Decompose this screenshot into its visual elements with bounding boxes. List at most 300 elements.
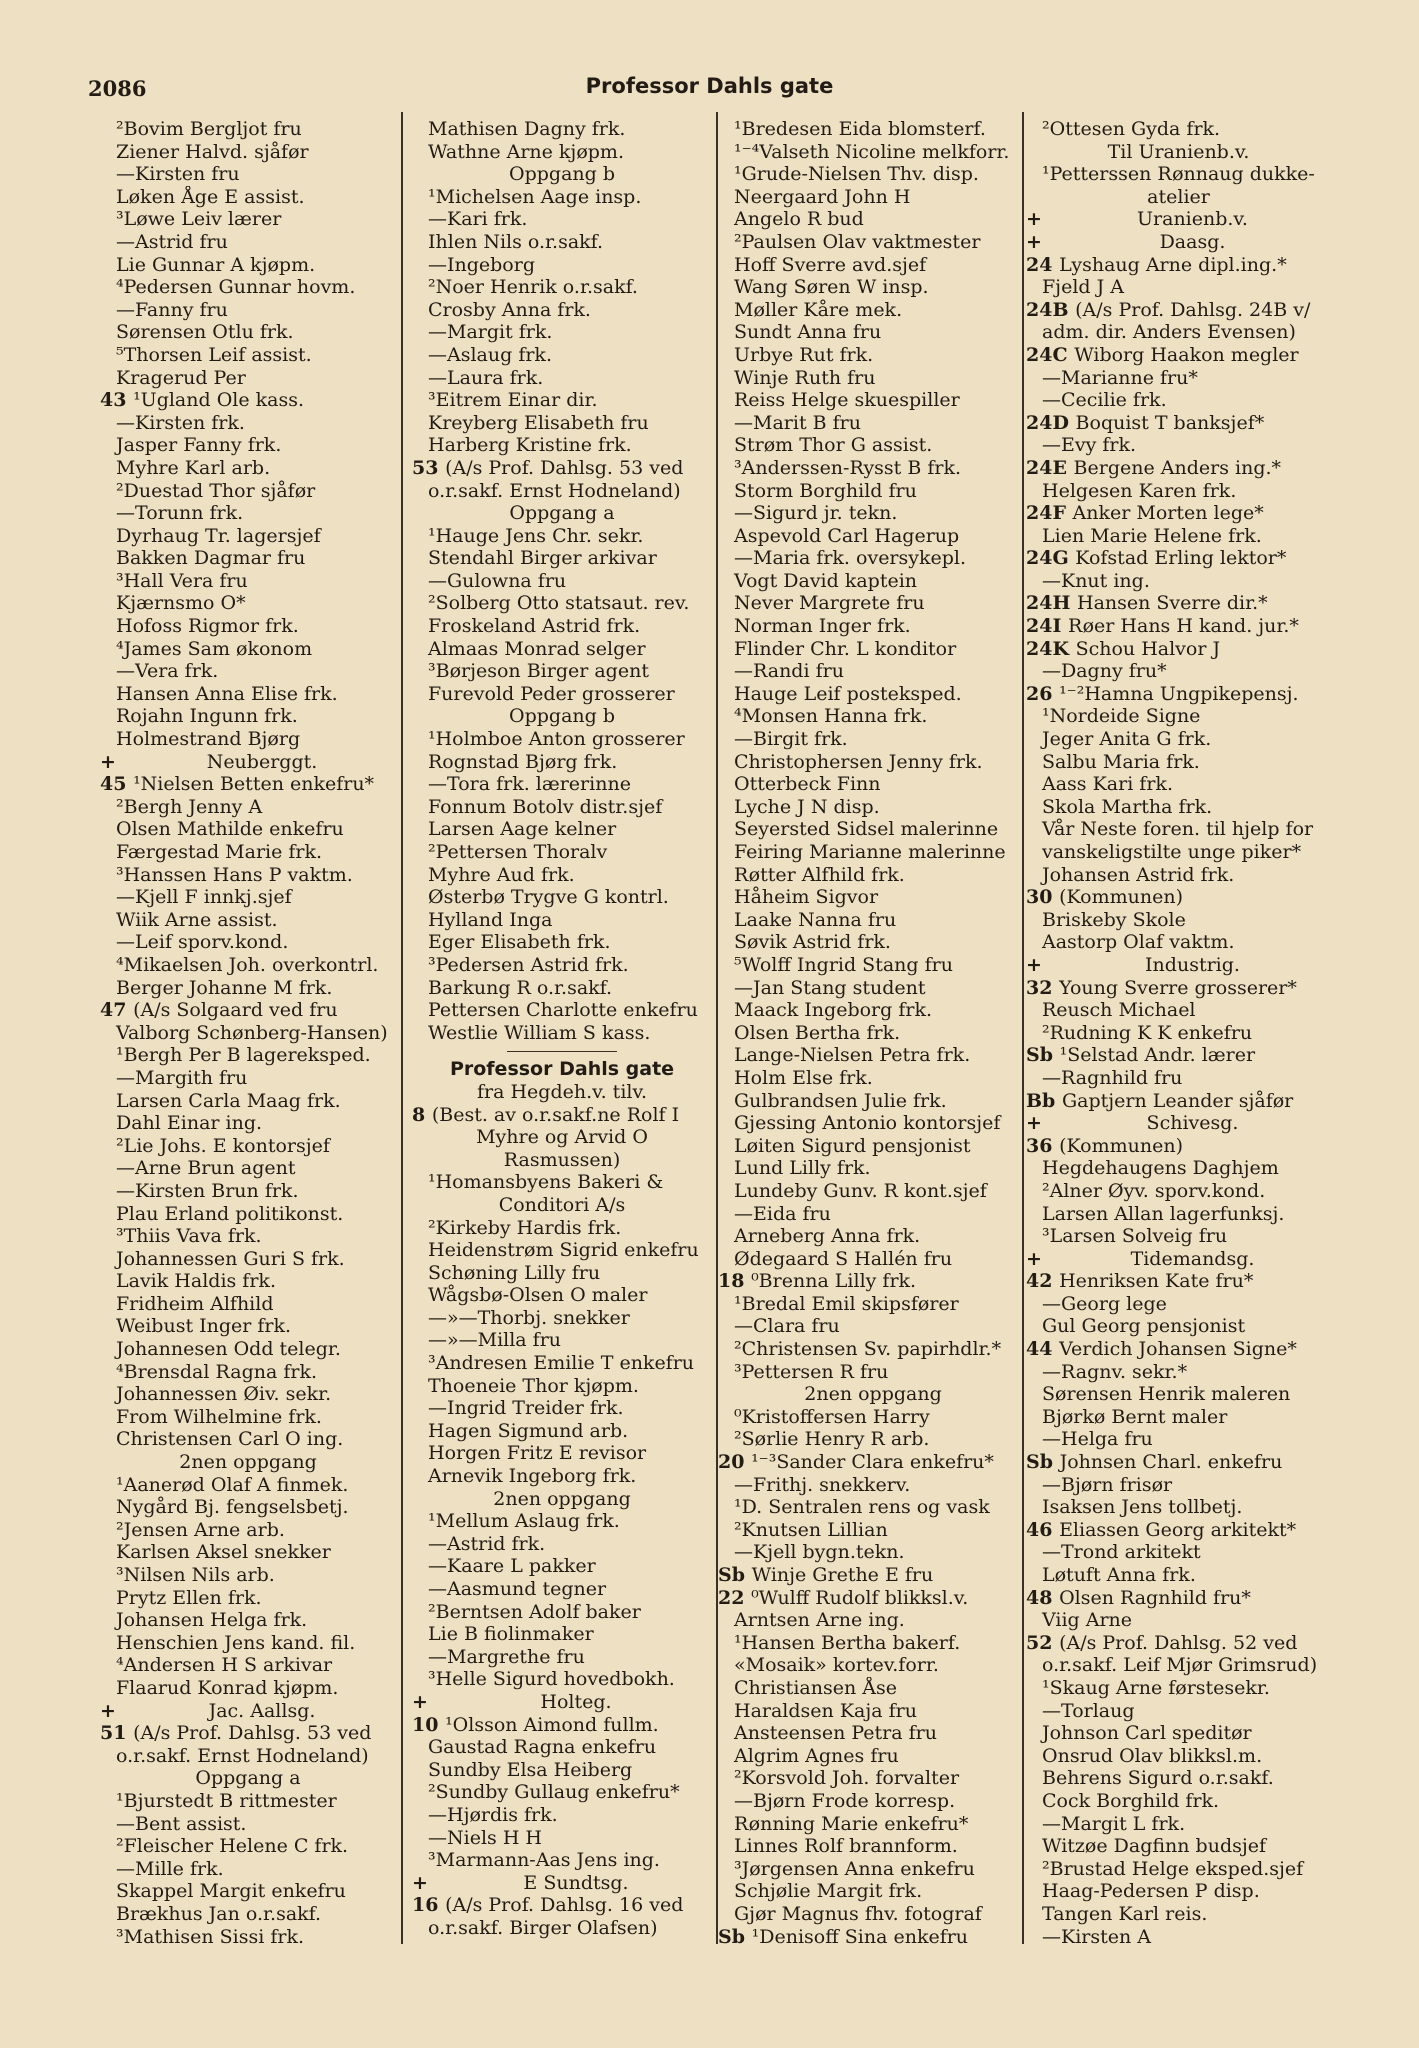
entry-text: (A/s Prof. Dahlsg. 53 ved	[445, 456, 684, 479]
entry-text: ¹Michelsen Aage insp.	[428, 185, 642, 208]
entry-text: —Cecilie frk.	[1042, 389, 1167, 412]
resident-entry	[100, 1880, 396, 1903]
resident-entry	[718, 773, 1028, 796]
resident-entry	[100, 909, 396, 932]
entry-text: Løtuft Anna frk.	[1042, 1564, 1196, 1586]
resident-entry	[100, 638, 396, 661]
entry-text: Bakken Dagmar fru	[116, 547, 306, 570]
address-entry	[1026, 1519, 1331, 1542]
entry-text: Hansen Anna Elise frk.	[116, 682, 338, 705]
house-number: 24	[1026, 253, 1060, 276]
house-number: 48	[1026, 1586, 1060, 1609]
entry-text: Maack Ingeborg frk.	[734, 999, 933, 1022]
resident-entry	[412, 547, 712, 570]
entry-text: Mathisen Dagny frk.	[428, 118, 626, 140]
entry-text: Berger Johanne M frk.	[116, 976, 333, 999]
page-heading: Professor Dahls gate	[585, 74, 834, 98]
resident-entry	[100, 683, 396, 706]
resident-entry	[718, 457, 1028, 480]
entry-text: ²Kirkeby Hardis frk.	[428, 1216, 622, 1239]
entry-text: —Niels H H	[428, 1826, 542, 1849]
resident-entry	[100, 321, 396, 344]
entry-text: Til Uranienb.v.	[1107, 140, 1250, 163]
entry-text: Eliassen Georg arkitekt*	[1059, 1518, 1297, 1541]
entry-text: Lyshaug Arne dipl.ing.*	[1059, 253, 1287, 276]
entry-text: Otterbeck Finn	[734, 773, 881, 796]
entry-text: Johannesen Odd telegr.	[116, 1338, 341, 1361]
entry-text: ²Sørlie Henry R arb.	[734, 1428, 930, 1451]
address-entry	[1026, 299, 1331, 322]
resident-entry	[1026, 1157, 1331, 1180]
entry-text: ³Mathisen Sissi frk.	[116, 1925, 304, 1948]
resident-entry	[100, 796, 396, 819]
resident-entry	[100, 141, 396, 164]
entry-text: ³Eitrem Einar dir.	[428, 389, 598, 412]
address-entry	[1026, 412, 1331, 435]
address-entry	[100, 773, 396, 796]
resident-entry	[718, 1203, 1028, 1226]
entry-text: Laake Nanna fru	[734, 908, 897, 931]
entry-text: ¹Selstad Andr. lærer	[1059, 1044, 1256, 1067]
entry-text: Jeger Anita G frk.	[1042, 728, 1212, 751]
entry-text: Wiborg Haakon megler	[1074, 343, 1299, 366]
entry-text: Røer Hans H kand. jur.*	[1067, 615, 1299, 638]
entry-text: Christophersen Jenny frk.	[734, 750, 983, 773]
entry-text: ⁵Thorsen Leif assist.	[116, 343, 312, 366]
cross-street	[1026, 954, 1331, 977]
resident-entry	[718, 1293, 1028, 1316]
entry-text: Algrim Agnes fru	[734, 1744, 899, 1767]
cross-street-name: Neuberggt.	[206, 750, 318, 773]
house-number: 30	[1026, 886, 1060, 909]
entry-text: Arnevik Ingeborg frk.	[428, 1465, 637, 1488]
entry-text: From Wilhelmine frk.	[116, 1405, 322, 1428]
resident-entry	[1026, 1180, 1331, 1203]
resident-entry	[412, 1307, 712, 1330]
entry-text: —Marit B fru	[734, 411, 861, 434]
resident-entry	[412, 1623, 712, 1646]
resident-entry	[718, 1338, 1028, 1361]
entry-text: Røtter Alfhild frk.	[734, 863, 905, 886]
entry-text: Sørensen Otlu frk.	[116, 321, 294, 344]
entry-text: Vår Neste foren. til hjelp for	[1042, 818, 1314, 841]
entry-text: ¹⁻⁴Valseth Nicoline melkforr.	[734, 140, 1010, 163]
entry-text: Olsen Ragnhild fru*	[1059, 1586, 1251, 1609]
resident-entry	[1026, 118, 1331, 141]
resident-entry	[718, 299, 1028, 322]
resident-entry	[412, 1171, 712, 1194]
resident-entry	[718, 254, 1028, 277]
cross-street-marker: +	[412, 1871, 428, 1894]
entry-text: Thoeneie Thor kjøpm.	[428, 1374, 639, 1397]
resident-entry	[1026, 1067, 1331, 1090]
entry-text: (A/s Prof. Dahlsg. 53 ved	[133, 1722, 372, 1745]
house-number: 32	[1026, 976, 1060, 999]
resident-entry	[718, 977, 1028, 1000]
resident-entry	[718, 1519, 1028, 1542]
entry-text: 2nen oppgang	[804, 1383, 942, 1406]
address-entry	[1026, 344, 1331, 367]
resident-entry	[718, 1406, 1028, 1429]
entry-text: —Bjørn Frode korresp.	[734, 1789, 956, 1812]
resident-entry	[412, 186, 712, 209]
address-entry	[1026, 457, 1331, 480]
resident-entry	[718, 208, 1028, 231]
entry-text: Kofstad Erling lektor*	[1075, 547, 1287, 570]
resident-entry	[1026, 1700, 1331, 1723]
entry-text: ¹Denisoff Sina enkefru	[751, 1925, 969, 1948]
resident-entry	[1026, 660, 1331, 683]
address-entry	[1026, 1338, 1331, 1361]
house-number: 24G	[1026, 547, 1076, 570]
entry-text: —Margit frk.	[428, 321, 553, 344]
resident-entry	[718, 570, 1028, 593]
entry-text: Angelo R bud	[734, 208, 864, 231]
entry-text: Froskeland Astrid frk.	[428, 615, 641, 638]
resident-entry	[412, 841, 712, 864]
entry-text: Aass Kari frk.	[1042, 773, 1173, 796]
resident-entry	[412, 1668, 712, 1691]
entry-text: ¹Grude-Nielsen Thv. disp.	[734, 163, 979, 186]
resident-entry	[412, 1759, 712, 1782]
entry-text: ³Helle Sigurd hovedbokh.	[428, 1668, 675, 1691]
entry-text: ²Sundby Gullaug enkefru*	[428, 1781, 680, 1804]
entry-text: Oppgang b	[509, 163, 615, 186]
resident-entry	[412, 1352, 712, 1375]
entry-text: (Kommunen)	[1059, 886, 1183, 909]
entry-text: «Mosaik» kortev.forr.	[734, 1654, 939, 1677]
entry-text: ¹Bjurstedt B rittmester	[116, 1789, 337, 1812]
entry-subheading	[412, 1149, 712, 1172]
entry-text: Håheim Sigvor	[734, 886, 879, 909]
resident-entry	[718, 954, 1028, 977]
entry-text: —Vera frk.	[116, 660, 219, 683]
entry-text: adm. dir. Anders Evensen)	[1042, 321, 1296, 344]
resident-entry	[718, 660, 1028, 683]
resident-entry	[412, 321, 712, 344]
resident-entry	[1026, 1203, 1331, 1226]
resident-entry	[412, 1849, 712, 1872]
entry-text: Furevold Peder grosserer	[428, 682, 675, 705]
address-entry	[100, 1722, 396, 1745]
cross-street-name: Tidemandsg.	[1130, 1247, 1255, 1270]
entry-text: Holmestrand Bjørg	[116, 728, 301, 751]
resident-entry	[100, 118, 396, 141]
resident-entry	[1026, 931, 1331, 954]
entry-text: Larsen Aage kelner	[428, 818, 617, 841]
entry-text: Flinder Chr. L konditor	[734, 637, 957, 660]
resident-entry	[718, 1790, 1028, 1813]
entry-text: ¹Homansbyens Bakeri &	[428, 1171, 664, 1194]
entry-text: Kjærnsmo O*	[116, 592, 246, 615]
entry-text: ⁰Wulff Rudolf blikksl.v.	[751, 1586, 969, 1609]
entry-text: Karlsen Aksel snekker	[116, 1541, 331, 1564]
entry-text: Viig Arne	[1042, 1609, 1133, 1632]
resident-entry	[412, 909, 712, 932]
entry-text: Hagen Sigmund arb.	[428, 1419, 629, 1442]
entry-text: ⁴Mikaelsen Joh. overkontrl.	[116, 953, 379, 976]
entry-text: ¹Mellum Aslaug frk.	[428, 1510, 620, 1533]
entry-text: Verdich Johansen Signe*	[1059, 1338, 1297, 1361]
entry-text: —»—Milla fru	[428, 1329, 562, 1352]
resident-entry	[718, 592, 1028, 615]
entry-text: Oppgang b	[509, 705, 615, 728]
column-divider	[401, 112, 403, 1944]
entry-text: Færgestad Marie frk.	[116, 841, 323, 863]
entry-text: —Hjørdis frk.	[428, 1803, 558, 1826]
house-number: 52	[1026, 1631, 1060, 1654]
entry-text: Larsen Carla Maag frk.	[116, 1089, 341, 1112]
entry-text: Prytz Ellen frk.	[116, 1586, 262, 1609]
cross-street	[412, 1872, 712, 1895]
house-number: 51	[100, 1722, 134, 1745]
resident-entry	[100, 1067, 396, 1090]
entry-text: Rasmussen)	[503, 1148, 621, 1171]
house-number: 24D	[1026, 411, 1076, 434]
entry-text: Hegdehaugens Daghjem	[1042, 1157, 1279, 1180]
resident-entry	[412, 231, 712, 254]
resident-entry	[412, 1239, 712, 1262]
entry-text: ²Rudning K K enkefru	[1042, 1021, 1253, 1044]
resident-entry	[412, 1465, 712, 1488]
entry-text: —Fanny fru	[116, 298, 228, 321]
resident-entry	[412, 1917, 712, 1940]
address-entry	[412, 457, 712, 480]
resident-entry	[1026, 1428, 1331, 1451]
entry-text: Ihlen Nils o.r.sakf.	[428, 230, 604, 253]
entry-text: ¹Ugland Ole kass.	[133, 389, 305, 412]
resident-entry	[100, 1157, 396, 1180]
resident-entry	[100, 1338, 396, 1361]
entry-text: ³Hanssen Hans P vaktm.	[116, 863, 353, 886]
entry-text: Johannessen Øiv. sekr.	[116, 1383, 332, 1406]
entry-text: Oppgang a	[195, 1767, 301, 1790]
entry-text: Østerbø Trygve G kontrl.	[428, 886, 669, 909]
address-entry	[1026, 1451, 1331, 1474]
resident-entry	[718, 999, 1028, 1022]
entry-text: Sundt Anna fru	[734, 321, 882, 344]
entry-text: ²Bovim Bergljot fru	[116, 118, 302, 140]
entry-text: (Kommunen)	[1059, 1134, 1183, 1157]
resident-entry	[718, 367, 1028, 390]
entry-text: ³Marmann-Aas Jens ing.	[428, 1849, 660, 1872]
address-entry	[1026, 1587, 1331, 1610]
resident-entry	[412, 1827, 712, 1850]
entry-text: —Arne Brun agent	[116, 1157, 296, 1180]
resident-entry	[718, 1722, 1028, 1745]
entry-text: ¹Bredesen Eida blomsterf.	[734, 118, 986, 140]
resident-entry	[412, 344, 712, 367]
cross-street	[412, 1691, 712, 1714]
house-number: 20	[718, 1451, 752, 1474]
resident-entry	[1026, 728, 1331, 751]
entry-text: —Bent assist.	[116, 1812, 247, 1835]
entry-text: ²Alner Øyv. sporv.kond.	[1042, 1179, 1266, 1202]
entry-text: ⁴Monsen Hanna frk.	[734, 705, 928, 728]
resident-entry	[1026, 276, 1331, 299]
resident-entry	[718, 728, 1028, 751]
resident-entry	[412, 615, 712, 638]
resident-entry	[1026, 1835, 1331, 1858]
resident-entry	[100, 434, 396, 457]
entry-text: Bergene Anders ing.*	[1073, 456, 1282, 479]
resident-entry	[718, 638, 1028, 661]
resident-entry	[718, 412, 1028, 435]
entry-text: Løken Åge E assist.	[116, 185, 305, 208]
resident-entry	[718, 751, 1028, 774]
address-entry	[1026, 1270, 1331, 1293]
entry-text: Rønning Marie enkefru*	[734, 1812, 969, 1835]
resident-entry	[412, 367, 712, 390]
entry-text: Dahl Einar ing.	[116, 1112, 263, 1135]
entry-text: o.r.sakf. Ernst Hodneland)	[428, 479, 681, 502]
entry-text: —Kirsten fru	[116, 163, 240, 186]
resident-entry	[100, 1383, 396, 1406]
resident-entry	[718, 1609, 1028, 1632]
house-number: 47	[100, 999, 134, 1022]
resident-entry	[718, 321, 1028, 344]
entry-text: Schøning Lilly fru	[428, 1261, 601, 1284]
cross-street	[1026, 208, 1331, 231]
address-entry	[718, 1270, 1028, 1293]
resident-entry	[718, 1880, 1028, 1903]
entry-text: Fjeld J A	[1042, 276, 1124, 299]
address-entry	[1026, 1090, 1331, 1113]
resident-entry	[100, 1270, 396, 1293]
entry-text: Professor Dahls gate	[449, 1058, 675, 1081]
resident-entry	[100, 1293, 396, 1316]
resident-entry	[718, 163, 1028, 186]
resident-entry	[100, 1180, 396, 1203]
entry-text: ¹Olsson Aimond fullm.	[445, 1713, 659, 1736]
entry-text: ³Hall Vera fru	[116, 569, 248, 592]
resident-entry	[412, 660, 712, 683]
resident-entry	[412, 728, 712, 751]
entry-text: ³Pettersen R fru	[734, 1360, 889, 1383]
entry-text: Hofoss Rigmor frk.	[116, 615, 299, 638]
resident-entry	[718, 141, 1028, 164]
resident-entry	[1026, 525, 1331, 548]
resident-entry	[1026, 841, 1331, 864]
resident-entry	[412, 638, 712, 661]
entry-text: Isaksen Jens tollbetj.	[1042, 1496, 1243, 1519]
resident-entry	[412, 141, 712, 164]
entry-text: (Best. av o.r.sakf.ne Rolf I	[431, 1103, 680, 1126]
section-heading	[412, 1058, 712, 1081]
entry-text: ²Brustad Helge eksped.sjef	[1042, 1857, 1304, 1880]
entry-text: Arntsen Arne ing.	[734, 1609, 905, 1632]
entry-text: Sundby Elsa Heiberg	[428, 1758, 633, 1781]
entry-text: ³Thiis Vava frk.	[116, 1225, 262, 1248]
resident-entry	[100, 344, 396, 367]
resident-entry	[100, 1790, 396, 1813]
resident-entry	[718, 1835, 1028, 1858]
entry-text: —Maria frk. oversykepl.	[734, 547, 967, 570]
entry-text: Strøm Thor G assist.	[734, 434, 933, 457]
resident-entry	[1026, 434, 1331, 457]
entry-text: Ødegaard S Hallén fru	[734, 1247, 953, 1270]
house-number: 26	[1026, 682, 1060, 705]
resident-entry	[718, 909, 1028, 932]
resident-entry	[100, 1609, 396, 1632]
entry-text: Gjør Magnus fhv. fotograf	[734, 1902, 982, 1925]
resident-entry	[1026, 705, 1331, 728]
house-number: 53	[412, 456, 446, 479]
entry-text: Skola Martha frk.	[1042, 795, 1213, 818]
resident-entry	[100, 1044, 396, 1067]
entry-text: ¹Skaug Arne førstesekr.	[1042, 1676, 1270, 1699]
resident-entry	[100, 660, 396, 683]
entry-text: —Astrid frk.	[428, 1532, 546, 1555]
entry-text: Søvik Astrid frk.	[734, 931, 891, 954]
entry-text: Reiss Helge skuespiller	[734, 389, 960, 412]
entry-text: —Frithj. snekkerv.	[734, 1473, 911, 1496]
entry-text: Brækhus Jan o.r.sakf.	[116, 1902, 322, 1925]
entry-text: Fonnum Botolv distr.sjef	[428, 795, 663, 818]
entry-text: Lie B fiolinmaker	[428, 1623, 594, 1646]
resident-entry	[1026, 1564, 1331, 1587]
resident-entry	[1026, 367, 1331, 390]
resident-entry	[1026, 1722, 1331, 1745]
resident-entry	[100, 1361, 396, 1384]
address-entry	[1026, 1044, 1331, 1067]
entry-text: 2nen oppgang	[179, 1451, 317, 1474]
entry-text: ⁰Brenna Lilly frk.	[751, 1270, 917, 1293]
house-number: 42	[1026, 1270, 1060, 1293]
entry-text: Aspevold Carl Hagerup	[734, 524, 960, 547]
entry-text: —Randi fru	[734, 660, 844, 683]
entry-text: Henriksen Kate fru*	[1059, 1270, 1254, 1293]
cross-street-name: Daasg.	[1159, 230, 1226, 253]
resident-entry	[412, 1397, 712, 1420]
resident-entry	[412, 818, 712, 841]
entry-text: ¹⁻³Sander Clara enkefru*	[751, 1451, 994, 1474]
resident-entry	[718, 118, 1028, 141]
entry-text: ²Knutsen Lillian	[734, 1518, 888, 1541]
house-number: 46	[1026, 1518, 1060, 1541]
resident-entry	[100, 412, 396, 435]
entry-text: —Jan Stang student	[734, 976, 926, 999]
cross-street-marker: +	[100, 750, 116, 773]
entry-text: Lie Gunnar A kjøpm.	[116, 253, 316, 276]
resident-entry	[100, 1541, 396, 1564]
entry-text: ¹Holmboe Anton grosserer	[428, 728, 685, 751]
entry-text: —Torunn frk.	[116, 502, 244, 525]
entry-text: Cock Borghild frk.	[1042, 1789, 1220, 1812]
entry-text: Almaas Monrad selger	[428, 637, 646, 660]
entry-text: Sørensen Henrik maleren	[1042, 1383, 1291, 1406]
entry-text: ³Løwe Leiv lærer	[116, 208, 282, 231]
resident-entry	[412, 480, 712, 503]
resident-entry	[412, 1284, 712, 1307]
resident-entry	[718, 186, 1028, 209]
address-entry	[718, 1451, 1028, 1474]
cross-street	[100, 1700, 396, 1723]
resident-entry	[100, 841, 396, 864]
resident-entry	[100, 276, 396, 299]
entry-text: Gulbrandsen Julie frk.	[734, 1089, 947, 1112]
entry-text: Urbye Rut frk.	[734, 343, 874, 366]
resident-entry	[1026, 1858, 1331, 1881]
entry-text: —Bjørn frisør	[1042, 1473, 1173, 1496]
resident-entry	[412, 1329, 712, 1352]
house-number: Bb	[1026, 1089, 1062, 1112]
resident-entry	[412, 773, 712, 796]
resident-entry	[412, 1578, 712, 1601]
resident-entry	[412, 886, 712, 909]
entry-text: Winje Ruth fru	[734, 366, 876, 389]
entry-subheading	[412, 1126, 712, 1149]
